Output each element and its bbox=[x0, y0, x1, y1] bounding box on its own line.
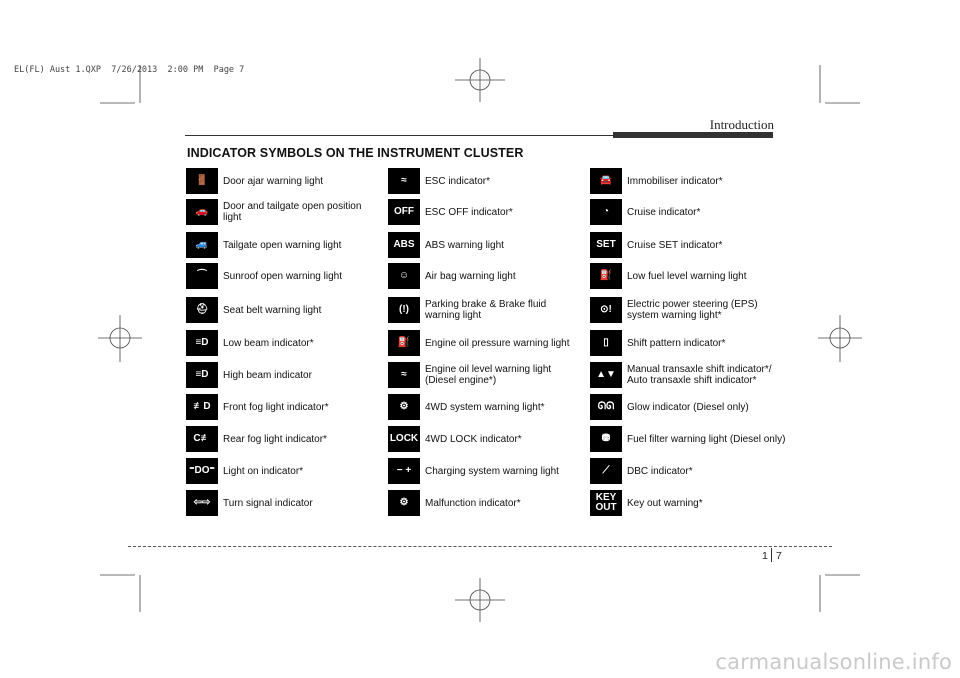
low-beam-icon: ≡D bbox=[186, 330, 218, 356]
indicator-label: Engine oil pressure warning light bbox=[425, 337, 570, 349]
chapter-number: 1 bbox=[762, 550, 768, 562]
indicator-item bbox=[590, 168, 787, 194]
indicator-item bbox=[388, 362, 573, 388]
light-on-icon: ⁼DO⁼ bbox=[186, 458, 218, 484]
shift-indicator-icon: ▲▼ bbox=[590, 362, 622, 388]
air-bag-icon: ☺ bbox=[388, 263, 420, 289]
door-ajar-icon: 🚪 bbox=[186, 168, 218, 194]
indicator-item bbox=[186, 458, 371, 484]
indicator-label: Turn signal indicator bbox=[223, 497, 313, 509]
indicator-label: Rear fog light indicator* bbox=[223, 433, 327, 445]
low-fuel-icon: ⛽ bbox=[590, 263, 622, 289]
indicator-item bbox=[590, 394, 787, 420]
indicator-label: Door ajar warning light bbox=[223, 175, 324, 187]
indicator-label: Low fuel level warning light bbox=[627, 270, 747, 282]
indicator-item bbox=[388, 168, 573, 194]
indicator-label: High beam indicator bbox=[223, 369, 312, 381]
indicator-label: DBC indicator* bbox=[627, 465, 693, 477]
page-number: 7 bbox=[776, 550, 782, 562]
sunroof-open-icon: ⌒ bbox=[186, 263, 218, 289]
indicator-item bbox=[590, 232, 787, 258]
indicator-label: Door and tailgate open position light bbox=[223, 201, 362, 223]
indicator-item bbox=[388, 426, 573, 452]
indicator-item bbox=[186, 297, 371, 323]
indicator-item bbox=[186, 263, 371, 289]
indicator-label: Cruise indicator* bbox=[627, 206, 701, 218]
glow-plug-icon: ᘏᘏ bbox=[590, 394, 622, 420]
indicator-item bbox=[186, 168, 371, 194]
immobiliser-icon: 🚘 bbox=[590, 168, 622, 194]
indicator-item bbox=[590, 297, 787, 323]
indicator-label: Glow indicator (Diesel only) bbox=[627, 401, 749, 413]
oil-pressure-icon: ⛽ bbox=[388, 330, 420, 356]
indicator-label: Light on indicator* bbox=[223, 465, 304, 477]
indicator-label: Engine oil level warning light (Diesel engine*) bbox=[425, 364, 552, 386]
print-header: EL(FL) Aust 1.QXP 7/26/2013 2:00 PM Page 7 bbox=[14, 65, 245, 75]
indicator-item bbox=[186, 490, 371, 516]
indicator-label: Low beam indicator* bbox=[223, 337, 314, 349]
page-title: INDICATOR SYMBOLS ON THE INSTRUMENT CLUSTER bbox=[187, 146, 524, 160]
indicator-label: Fuel filter warning light (Diesel only) bbox=[627, 433, 786, 445]
abs-icon: ABS bbox=[388, 232, 420, 258]
cruise-icon: ◔ bbox=[590, 199, 622, 225]
indicator-item bbox=[388, 232, 573, 258]
page-number-separator bbox=[771, 548, 772, 562]
indicator-label: 4WD LOCK indicator* bbox=[425, 433, 522, 445]
eps-icon: ⊙! bbox=[590, 297, 622, 323]
indicator-label: Sunroof open warning light bbox=[223, 270, 342, 282]
malfunction-icon: ⚙ bbox=[388, 490, 420, 516]
indicator-label: Charging system warning light bbox=[425, 465, 559, 477]
indicator-item bbox=[590, 263, 787, 289]
indicator-label: ESC OFF indicator* bbox=[425, 206, 513, 218]
indicator-label: Front fog light indicator* bbox=[223, 401, 329, 413]
indicator-label: Manual transaxle shift indicator*/ Auto transaxle shift indicator* bbox=[627, 364, 772, 386]
esc-off-icon: OFF bbox=[388, 199, 420, 225]
front-fog-icon: ≢D bbox=[186, 394, 218, 420]
indicator-label: Immobiliser indicator* bbox=[627, 175, 723, 187]
indicator-item bbox=[590, 426, 787, 452]
turn-signal-icon: ⇦⇨ bbox=[186, 490, 218, 516]
seat-belt-icon: ⛑ bbox=[186, 297, 218, 323]
indicator-item bbox=[186, 394, 371, 420]
oil-level-icon: ≈ bbox=[388, 362, 420, 388]
indicator-item bbox=[186, 330, 371, 356]
indicator-label: ESC indicator* bbox=[425, 175, 491, 187]
indicator-item bbox=[388, 458, 573, 484]
watermark: carmanualsonline.info bbox=[715, 650, 952, 674]
indicator-item bbox=[186, 199, 371, 225]
indicator-label: Malfunction indicator* bbox=[425, 497, 521, 509]
indicator-item bbox=[186, 232, 371, 258]
indicator-item bbox=[186, 362, 371, 388]
key-out-icon: KEY OUT bbox=[590, 490, 622, 516]
indicator-label: Parking brake & Brake fluid warning light bbox=[425, 299, 547, 321]
indicator-label: Air bag warning light bbox=[425, 270, 516, 282]
indicator-item bbox=[388, 394, 573, 420]
indicator-label: Cruise SET indicator* bbox=[627, 239, 723, 251]
tailgate-open-icon: 🚙 bbox=[186, 232, 218, 258]
section-title: Introduction bbox=[709, 117, 774, 132]
indicator-item bbox=[590, 362, 787, 388]
door-tailgate-icon: 🚗 bbox=[186, 199, 218, 225]
indicator-item bbox=[388, 199, 573, 225]
indicator-item bbox=[590, 458, 787, 484]
indicator-item bbox=[388, 263, 573, 289]
indicator-item bbox=[388, 330, 573, 356]
indicator-label: Key out warning* bbox=[627, 497, 703, 509]
high-beam-icon: ≡D bbox=[186, 362, 218, 388]
fuel-filter-icon: ⛃ bbox=[590, 426, 622, 452]
shift-pattern-icon: ▯ bbox=[590, 330, 622, 356]
indicator-label: Shift pattern indicator* bbox=[627, 337, 726, 349]
indicator-item bbox=[590, 490, 787, 516]
indicator-label: Electric power steering (EPS) system warning light* bbox=[627, 299, 758, 321]
footer-rule bbox=[128, 546, 832, 547]
indicator-label: Seat belt warning light bbox=[223, 304, 322, 316]
charging-system-icon: − + bbox=[388, 458, 420, 484]
indicator-item bbox=[388, 297, 573, 323]
4wd-lock-icon: LOCK bbox=[388, 426, 420, 452]
indicator-item bbox=[388, 490, 573, 516]
indicator-item bbox=[186, 426, 371, 452]
indicator-item bbox=[590, 330, 787, 356]
dbc-icon: ⟋ bbox=[590, 458, 622, 484]
parking-brake-icon: (!) bbox=[388, 297, 420, 323]
indicator-label: ABS warning light bbox=[425, 239, 504, 251]
cruise-set-icon: SET bbox=[590, 232, 622, 258]
indicator-label: 4WD system warning light* bbox=[425, 401, 545, 413]
esc-icon: ≈ bbox=[388, 168, 420, 194]
indicator-label: Tailgate open warning light bbox=[223, 239, 342, 251]
indicator-item bbox=[590, 199, 787, 225]
header-bar bbox=[613, 132, 773, 138]
rear-fog-icon: C≢ bbox=[186, 426, 218, 452]
4wd-system-icon: ⚙ bbox=[388, 394, 420, 420]
